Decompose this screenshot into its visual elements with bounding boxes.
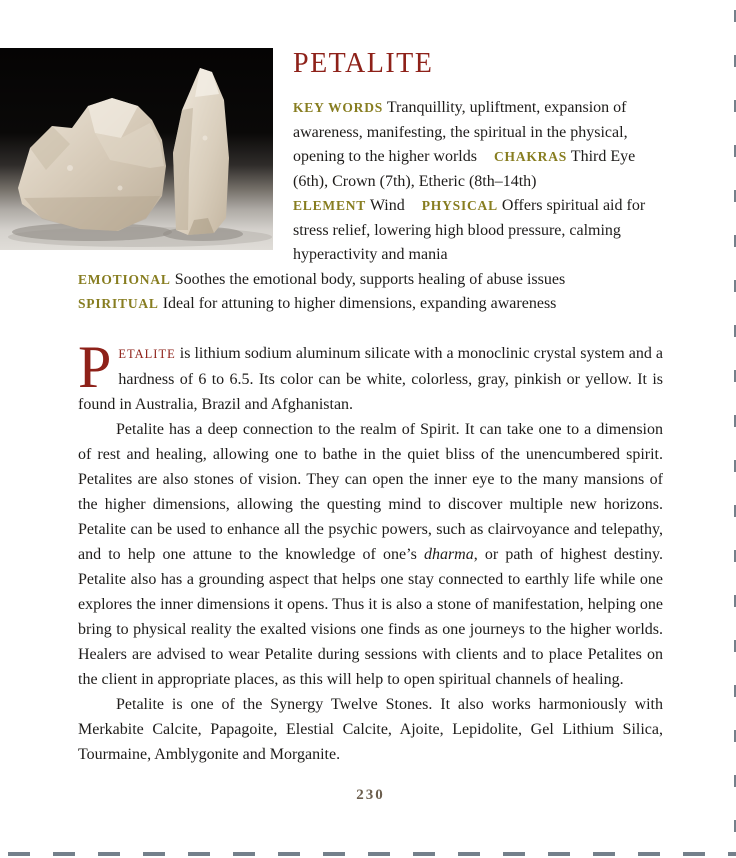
key-words-text: Tranquillity, upliftment, expansion of awareness, manifesting, the spiritual in the physical, opening to the higher worlds — [293, 99, 628, 165]
page-title: PETALITE — [293, 48, 434, 79]
page-content — [0, 48, 736, 804]
element-text: Wind — [369, 197, 405, 214]
spiritual-label: SPIRITUAL — [78, 296, 159, 311]
selection-dash-bottom-edge — [8, 852, 736, 856]
dropcap-letter: P — [78, 333, 112, 400]
emotional-text: Soothes the emotional body, supports healing of abuse issues — [174, 270, 566, 288]
emotional-label: EMOTIONAL — [78, 271, 171, 287]
paragraph-1 — [78, 333, 663, 417]
lead-smallcaps: ETALITE — [118, 346, 176, 361]
physical-text: Offers spiritual aid for stress relief, lowering high blood pressure, calming hyperactivity and mania — [293, 197, 646, 263]
page-number: 230 — [356, 786, 385, 803]
paragraph-2-text-a: Petalite has a deep connection to the realm of Spirit. It can take one to a dimension of rest and healing, allowing one to bathe in the quiet bliss of the unencumbered spirit. Petalites are also stones of vision. They can open the inner eye to the many mansions of the higher dimensions, allowing the questing mind to discover multiple new horizons. Petalite can be used to enhance all the psychic powers, such as clairvoyance and telepathy, and to help one attune to the knowledge of one’s — [78, 420, 663, 563]
paragraph-2 — [78, 417, 663, 692]
key-words-label: KEY WORDS — [293, 100, 384, 115]
chakras-label: CHAKRAS — [493, 149, 568, 164]
paragraph-2-text-b: , or path of highest destiny. Petalite also has a grounding aspect that helps one stay connected to earthly life while one explores the inner dimensions it opens. Thus it is also a stone of manifestation, helping one bring to physical reality the exalted visions one finds as one journeys to the higher worlds. Healers are advised to wear Petalite during sessions with clients and to place Petalites on the client in appropriate places, as this will help to open spiritual channels of healing. — [78, 545, 663, 688]
paragraph-3 — [78, 692, 663, 767]
element-label: ELEMENT — [293, 198, 367, 213]
paragraph-3-text: Petalite is one of the Synergy Twelve Stones. It also works harmoniously with Merkabite Calcite, Papagoite, Elestial Calcite, Ajoite, Lepidolite, Gel Lithium Silica, Tourmaine, Amblygonite and Morganite. — [78, 695, 663, 763]
spiritual-text: Ideal for attuning to higher dimensions, expanding awareness — [162, 295, 557, 312]
petalite-photo-art — [0, 48, 273, 250]
body-text — [78, 333, 663, 767]
petalite-photo — [0, 48, 273, 250]
dharma-italic: dharma — [423, 545, 474, 563]
paragraph-1-text: is lithium sodium aluminum silicate with a monoclinic crystal system and a hardness of 6 to 6.5. Its color can be white, colorless, gray, pinkish or yellow. It is found in Australia, Brazil and Afghanistan. — [78, 344, 663, 413]
chakras-text: Third Eye (6th), Crown (7th), Etheric (8th–14th) — [293, 148, 636, 190]
physical-label: PHYSICAL — [421, 198, 498, 213]
